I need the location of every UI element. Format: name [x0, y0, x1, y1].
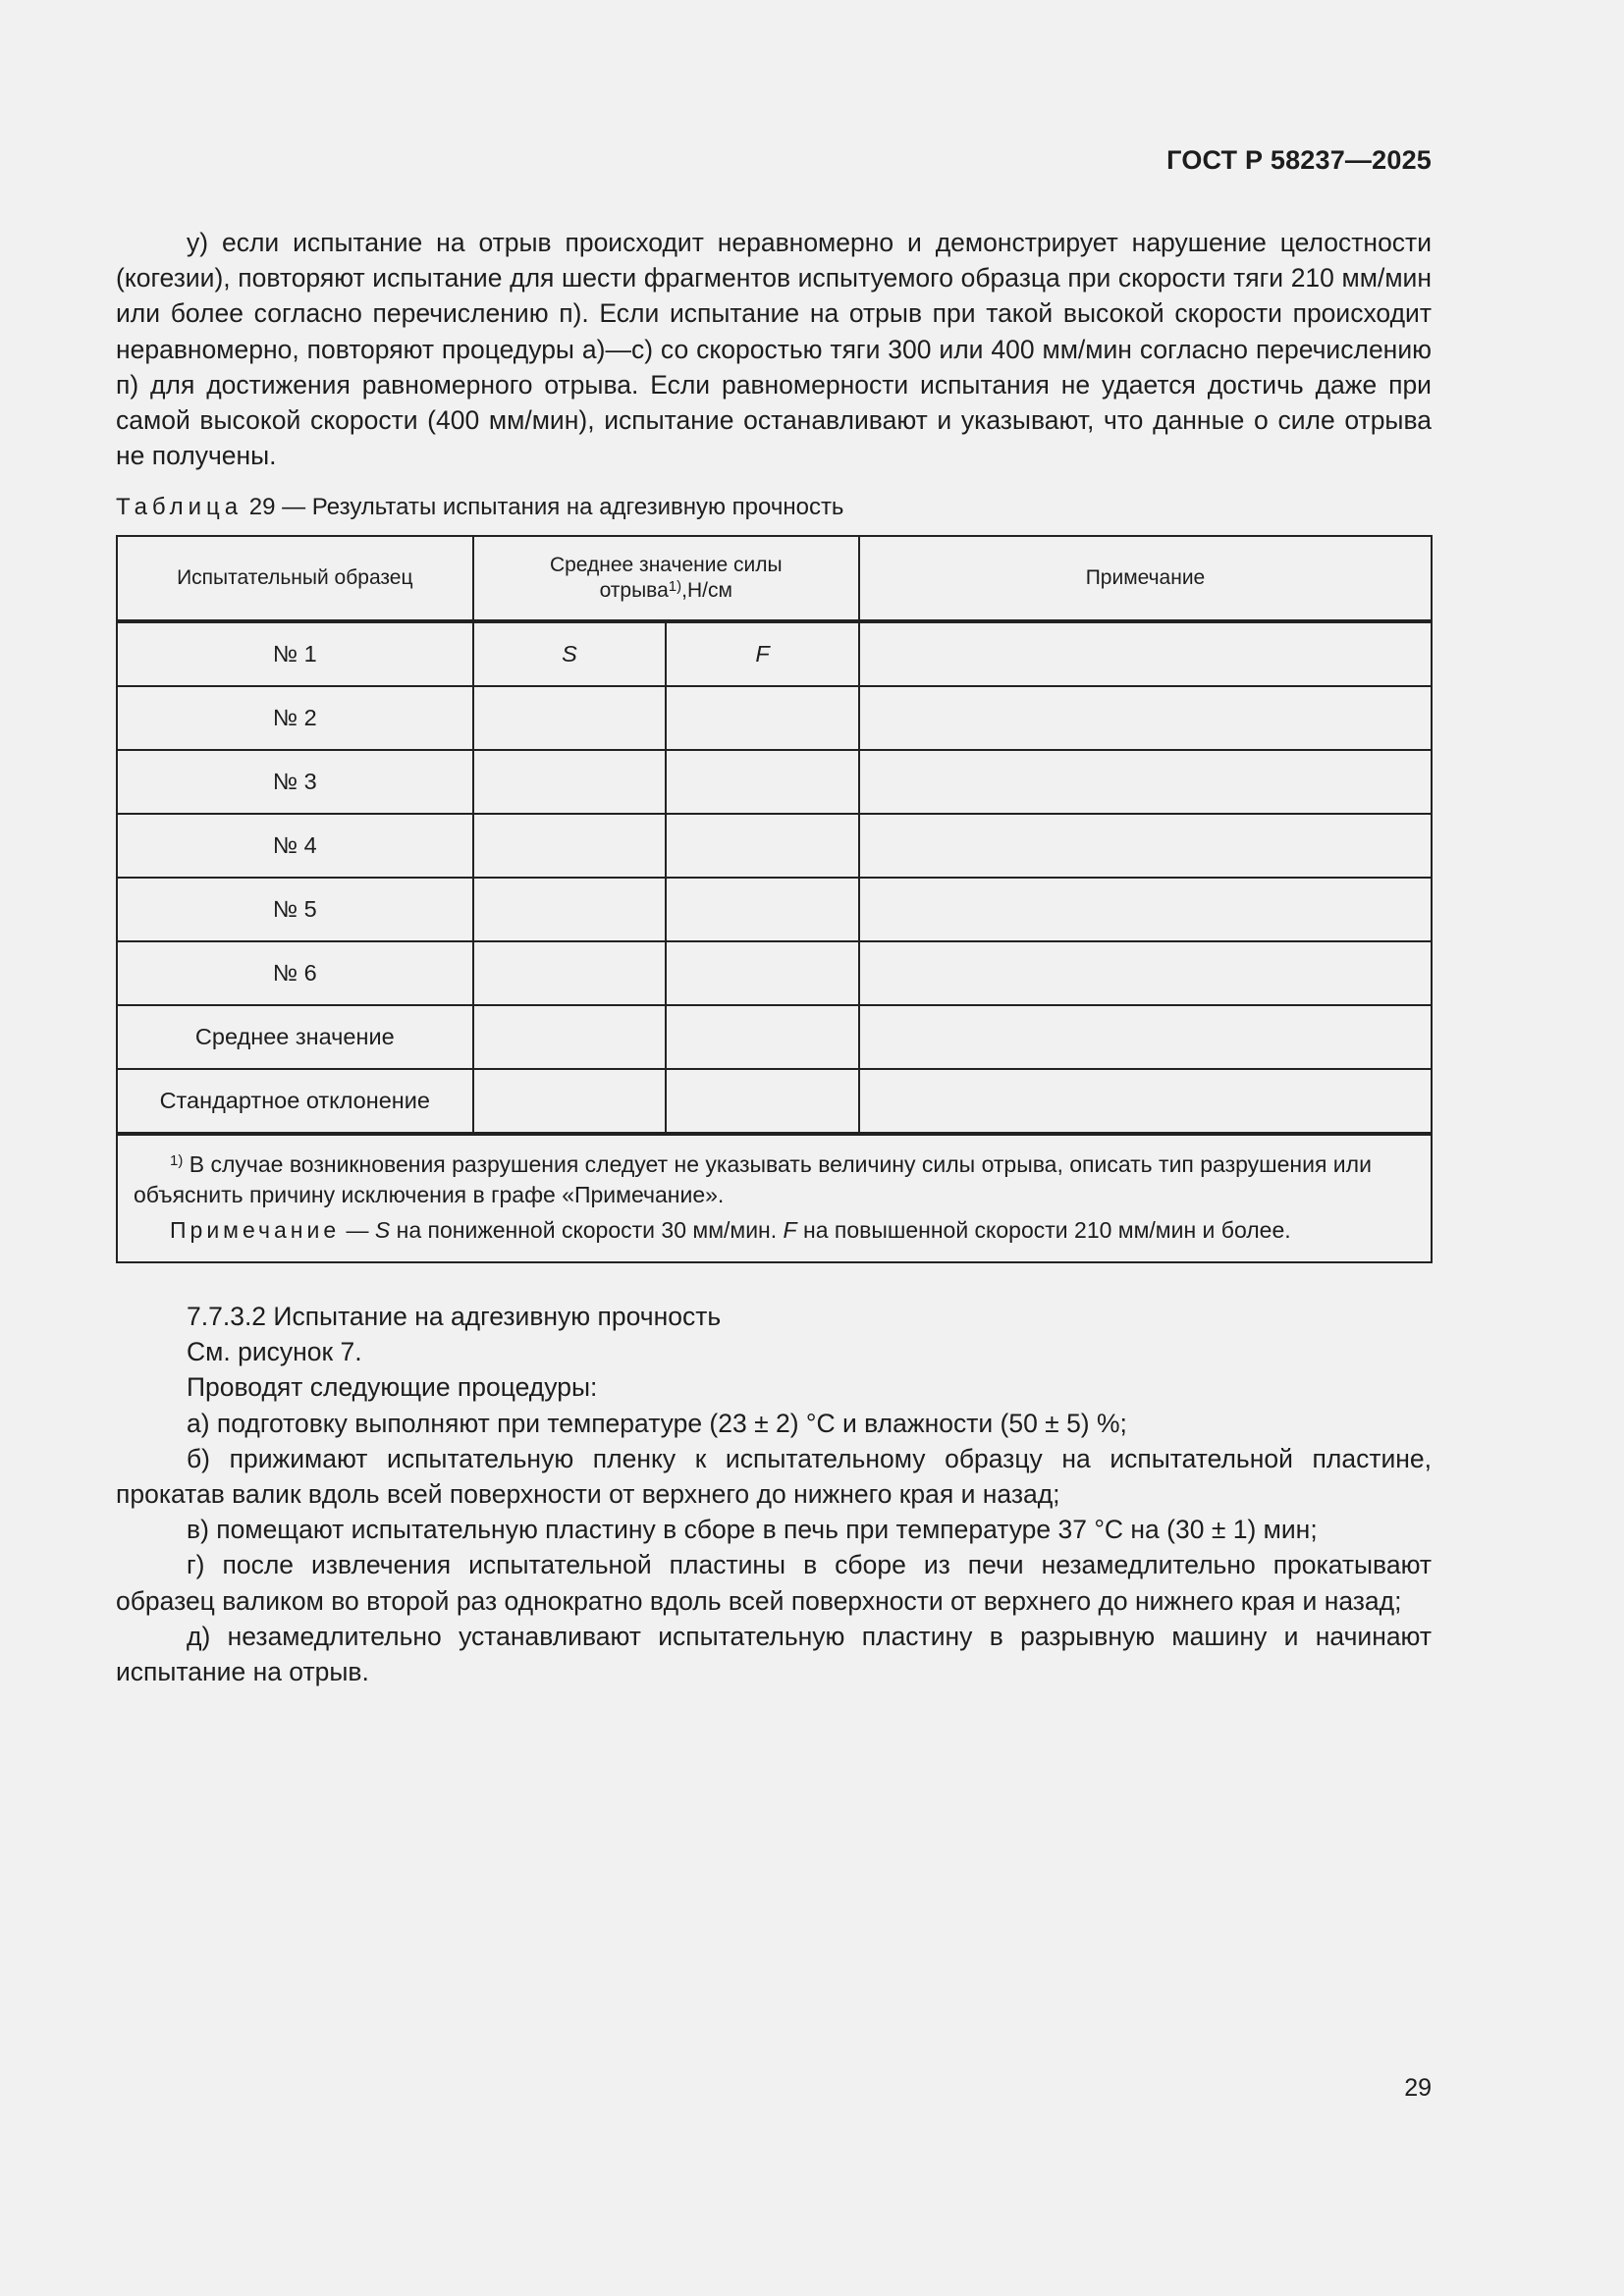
- header-note: Примечание: [859, 536, 1432, 621]
- item-d: д) незамедлительно устанавливают испытательную пластину в разрывную машину и начинают испытание на отрыв.: [116, 1621, 1432, 1687]
- note-label: Примечание: [170, 1217, 341, 1243]
- footnote-text: В случае возникновения разрушения следует не указывать величину силы отрыва, описать тип разрушения или объяснить причину исключения в графе «Примечание».: [134, 1151, 1372, 1207]
- see-figure: См. рисунок 7.: [187, 1337, 362, 1367]
- table-footer: [117, 1134, 1432, 1262]
- note-f: F: [783, 1217, 797, 1243]
- row-label: № 2: [117, 686, 473, 750]
- table-row: [117, 878, 1432, 941]
- table-row: [117, 941, 1432, 1005]
- note-cell: [859, 686, 1432, 750]
- note-cell: [859, 814, 1432, 878]
- item-b: б) прижимают испытательную пленку к испытательному образцу на испытательной пластине, прокатав валик вдоль всей поверхности от верхнего до нижнего края и назад;: [116, 1443, 1432, 1510]
- table-row: [117, 1069, 1432, 1134]
- table-row: [117, 1005, 1432, 1069]
- s-cell: [473, 750, 667, 814]
- table-note: [134, 1215, 1417, 1246]
- f-cell: [666, 814, 859, 878]
- note-cell: [859, 750, 1432, 814]
- f-cell: [666, 686, 859, 750]
- sub-header-s: S: [473, 621, 667, 686]
- row-label: № 1: [117, 621, 473, 686]
- header-force-line1: Среднее значение силы: [549, 554, 783, 576]
- header-force-line2a: отрыва: [599, 579, 669, 602]
- page-number: 29: [1404, 2074, 1432, 2102]
- row-label: № 6: [117, 941, 473, 1005]
- paragraph-u: у) если испытание на отрыв происходит неравномерно и демонстрирует нарушение целостности (когезии), повторяют испытание для шести фрагментов испытуемого образца при скорости тяги 210 мм/мин или более согласно перечислению п). Если испытание на отрыв при такой высокой скорости происходит неравномерно, повторяют процедуры а)—с) со скоростью тяги 300 или 400 мм/мин согласно перечислению п) для достижения равномерного отрыва. Если равномерности испытания не удается достичь даже при самой высокой скорости (400 мм/мин), испытание останавливают и указывают, что данные о силе отрыва не получены.: [116, 228, 1432, 471]
- results-table: [116, 535, 1433, 1263]
- row-label: № 3: [117, 750, 473, 814]
- table-row: [117, 621, 1432, 686]
- note-cell: [859, 621, 1432, 686]
- f-cell: [666, 941, 859, 1005]
- header-force: [473, 536, 859, 621]
- document-code: ГОСТ Р 58237—2025: [1166, 145, 1432, 175]
- s-cell: [473, 814, 667, 878]
- item-a: а) подготовку выполняют при температуре (23 ± 2) °С и влажности (50 ± 5) %;: [187, 1408, 1127, 1438]
- item-g: г) после извлечения испытательной пластины в сборе из печи незамедлительно прокатывают образец валиком во второй раз однократно вдоль всей поверхности от верхнего до нижнего края и назад;: [116, 1550, 1432, 1616]
- f-cell: [666, 750, 859, 814]
- table-caption-text: 29 — Результаты испытания на адгезивную прочность: [243, 494, 844, 520]
- note-mid: на пониженной скорости 30 мм/мин.: [390, 1217, 784, 1243]
- procedures-intro: Проводят следующие процедуры:: [187, 1372, 598, 1403]
- table-row: [117, 750, 1432, 814]
- table-row: [117, 814, 1432, 878]
- s-cell: [473, 878, 667, 941]
- section-heading: 7.7.3.2 Испытание на адгезивную прочность: [187, 1302, 722, 1331]
- f-cell: [666, 1069, 859, 1134]
- note-dash: —: [340, 1217, 375, 1243]
- note-end: на повышенной скорости 210 мм/мин и более.: [796, 1217, 1291, 1243]
- table-caption: [116, 494, 843, 521]
- f-cell: [666, 1005, 859, 1069]
- item-v: в) помещают испытательную пластину в сборе в печь при температуре 37 °С на (30 ± 1) мин;: [187, 1515, 1318, 1545]
- header-force-line2b: ,Н/см: [681, 579, 732, 602]
- header-sample: Испытательный образец: [117, 536, 473, 621]
- table-caption-prefix: Таблица: [116, 494, 244, 520]
- s-cell: [473, 1005, 667, 1069]
- s-cell: [473, 941, 667, 1005]
- note-cell: [859, 941, 1432, 1005]
- sub-header-f: F: [666, 621, 859, 686]
- header-force-sup: 1): [668, 578, 682, 595]
- note-cell: [859, 1005, 1432, 1069]
- s-cell: [473, 686, 667, 750]
- table-header-row: [117, 536, 1432, 621]
- table-row: [117, 686, 1432, 750]
- table-footnote: [134, 1149, 1417, 1210]
- note-cell: [859, 1069, 1432, 1134]
- row-label: № 4: [117, 814, 473, 878]
- note-s: S: [374, 1217, 391, 1243]
- note-cell: [859, 878, 1432, 941]
- row-label: № 5: [117, 878, 473, 941]
- s-cell: [473, 1069, 667, 1134]
- section-7-7-3-2: [116, 1299, 1432, 1689]
- table-footer-row: [117, 1134, 1432, 1262]
- footnote-marker: 1): [170, 1152, 184, 1169]
- f-cell: [666, 878, 859, 941]
- row-label: Среднее значение: [117, 1005, 473, 1069]
- row-label: Стандартное отклонение: [117, 1069, 473, 1134]
